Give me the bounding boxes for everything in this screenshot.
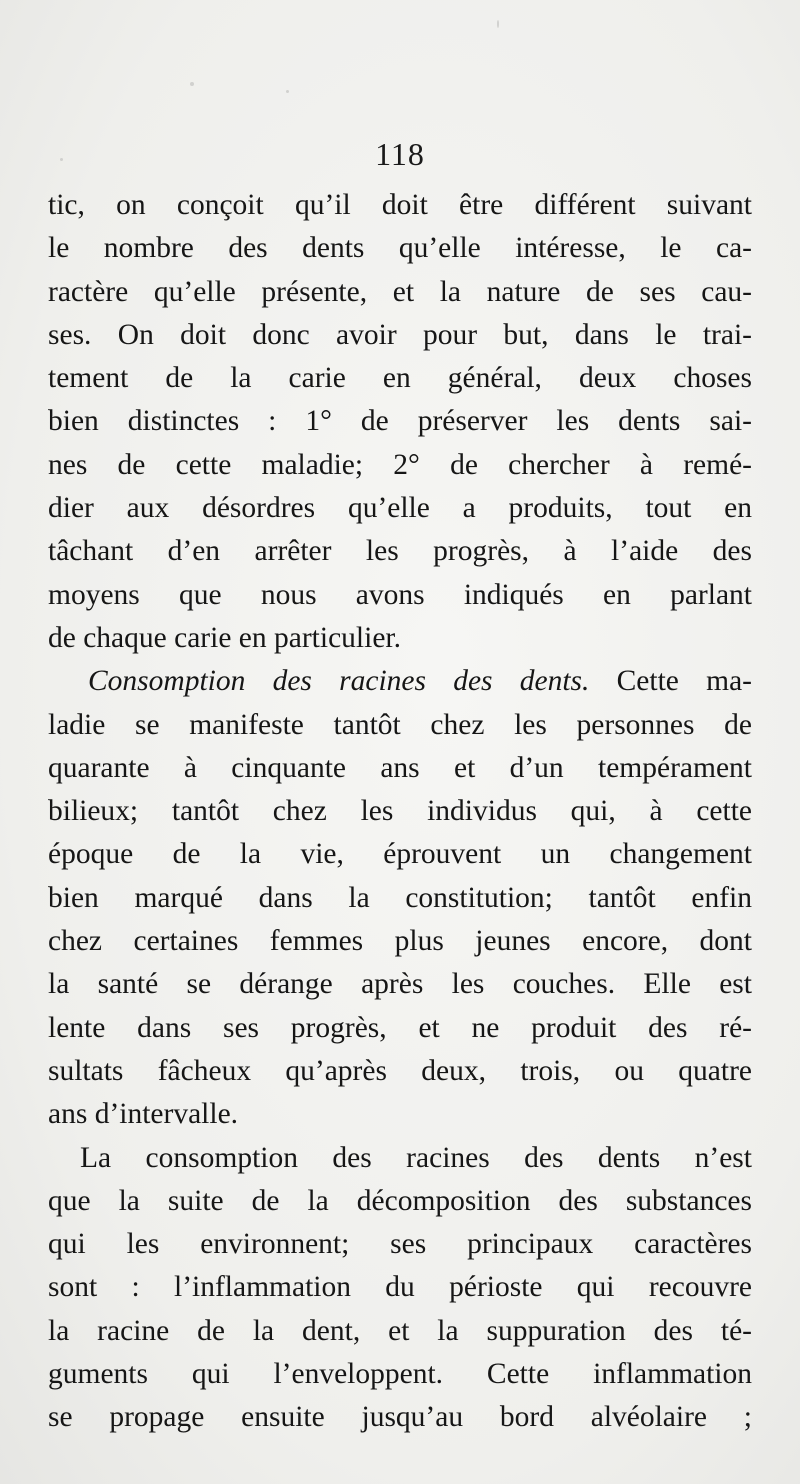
text-line: ses. On doit donc avoir pour but, dans le trai- (48, 318, 752, 351)
text-line: la santé se dérange après les couches. Elle est (48, 968, 752, 1001)
text-line: tic, on conçoit qu’il doit être différent suivant (48, 189, 752, 221)
page-number: 118 (375, 136, 425, 172)
text-line: nes de cette maladie; 2° de chercher à remé- (48, 448, 752, 481)
text-line: bilieux; tantôt chez les individus qui, à cette (48, 795, 752, 828)
text-line: sultats fâcheux qu’après deux, trois, ou quatre (48, 1054, 752, 1087)
text-line-heading (48, 660, 752, 703)
text-line: ans d’intervalle. (48, 1098, 239, 1131)
text-line: dier aux désordres qu’elle a produits, tout en (48, 492, 752, 525)
section-title: Consomption des racines des dents. (88, 665, 590, 698)
text-line: bien distinctes : 1° de préserver les dents sai- (48, 405, 752, 438)
text-line: moyens que nous avons indiqués en parlant (48, 578, 752, 611)
text-line: la racine de la dent, et la suppuration des té- (48, 1314, 752, 1347)
text-line: ladie se manifeste tantôt chez les personnes de (48, 708, 752, 741)
text-line: guments qui l’enveloppent. Cette inflammation (48, 1358, 752, 1391)
text-line: le nombre des dents qu’elle intéresse, le ca- (48, 232, 752, 265)
paper-speck (497, 20, 499, 28)
text-line: sont : l’inflammation du périoste qui recouvre (48, 1271, 752, 1304)
paper-speck (190, 82, 194, 86)
paper-speck (286, 90, 289, 93)
text-line: quarante à cinquante ans et d’un tempérament (48, 751, 752, 784)
text-line: bien marqué dans la constitution; tantôt enfin (48, 881, 752, 914)
body-text (48, 184, 752, 1440)
text-line: époque de la vie, éprouvent un changement (48, 838, 752, 871)
text-line: chez certaines femmes plus jeunes encore, dont (48, 925, 752, 958)
text-line: qui les environnent; ses principaux caractères (48, 1228, 752, 1261)
text-line: tement de la carie en général, deux choses (48, 362, 752, 395)
text-line: La consomption des racines des dents n’est (80, 1141, 752, 1174)
text-line: se propage ensuite jusqu’au bord alvéolaire ; (48, 1401, 752, 1434)
text-line: lente dans ses progrès, et ne produit des ré- (48, 1011, 752, 1044)
text-line: de chaque carie en particulier. (48, 621, 401, 654)
text-line: ractère qu’elle présente, et la nature de ses cau- (48, 275, 752, 308)
text-line: que la suite de la décomposition des substances (48, 1184, 752, 1217)
section-title-continuation: Cette ma- (589, 665, 752, 698)
text-line: tâchant d’en arrêter les progrès, à l’aide des (48, 535, 752, 568)
